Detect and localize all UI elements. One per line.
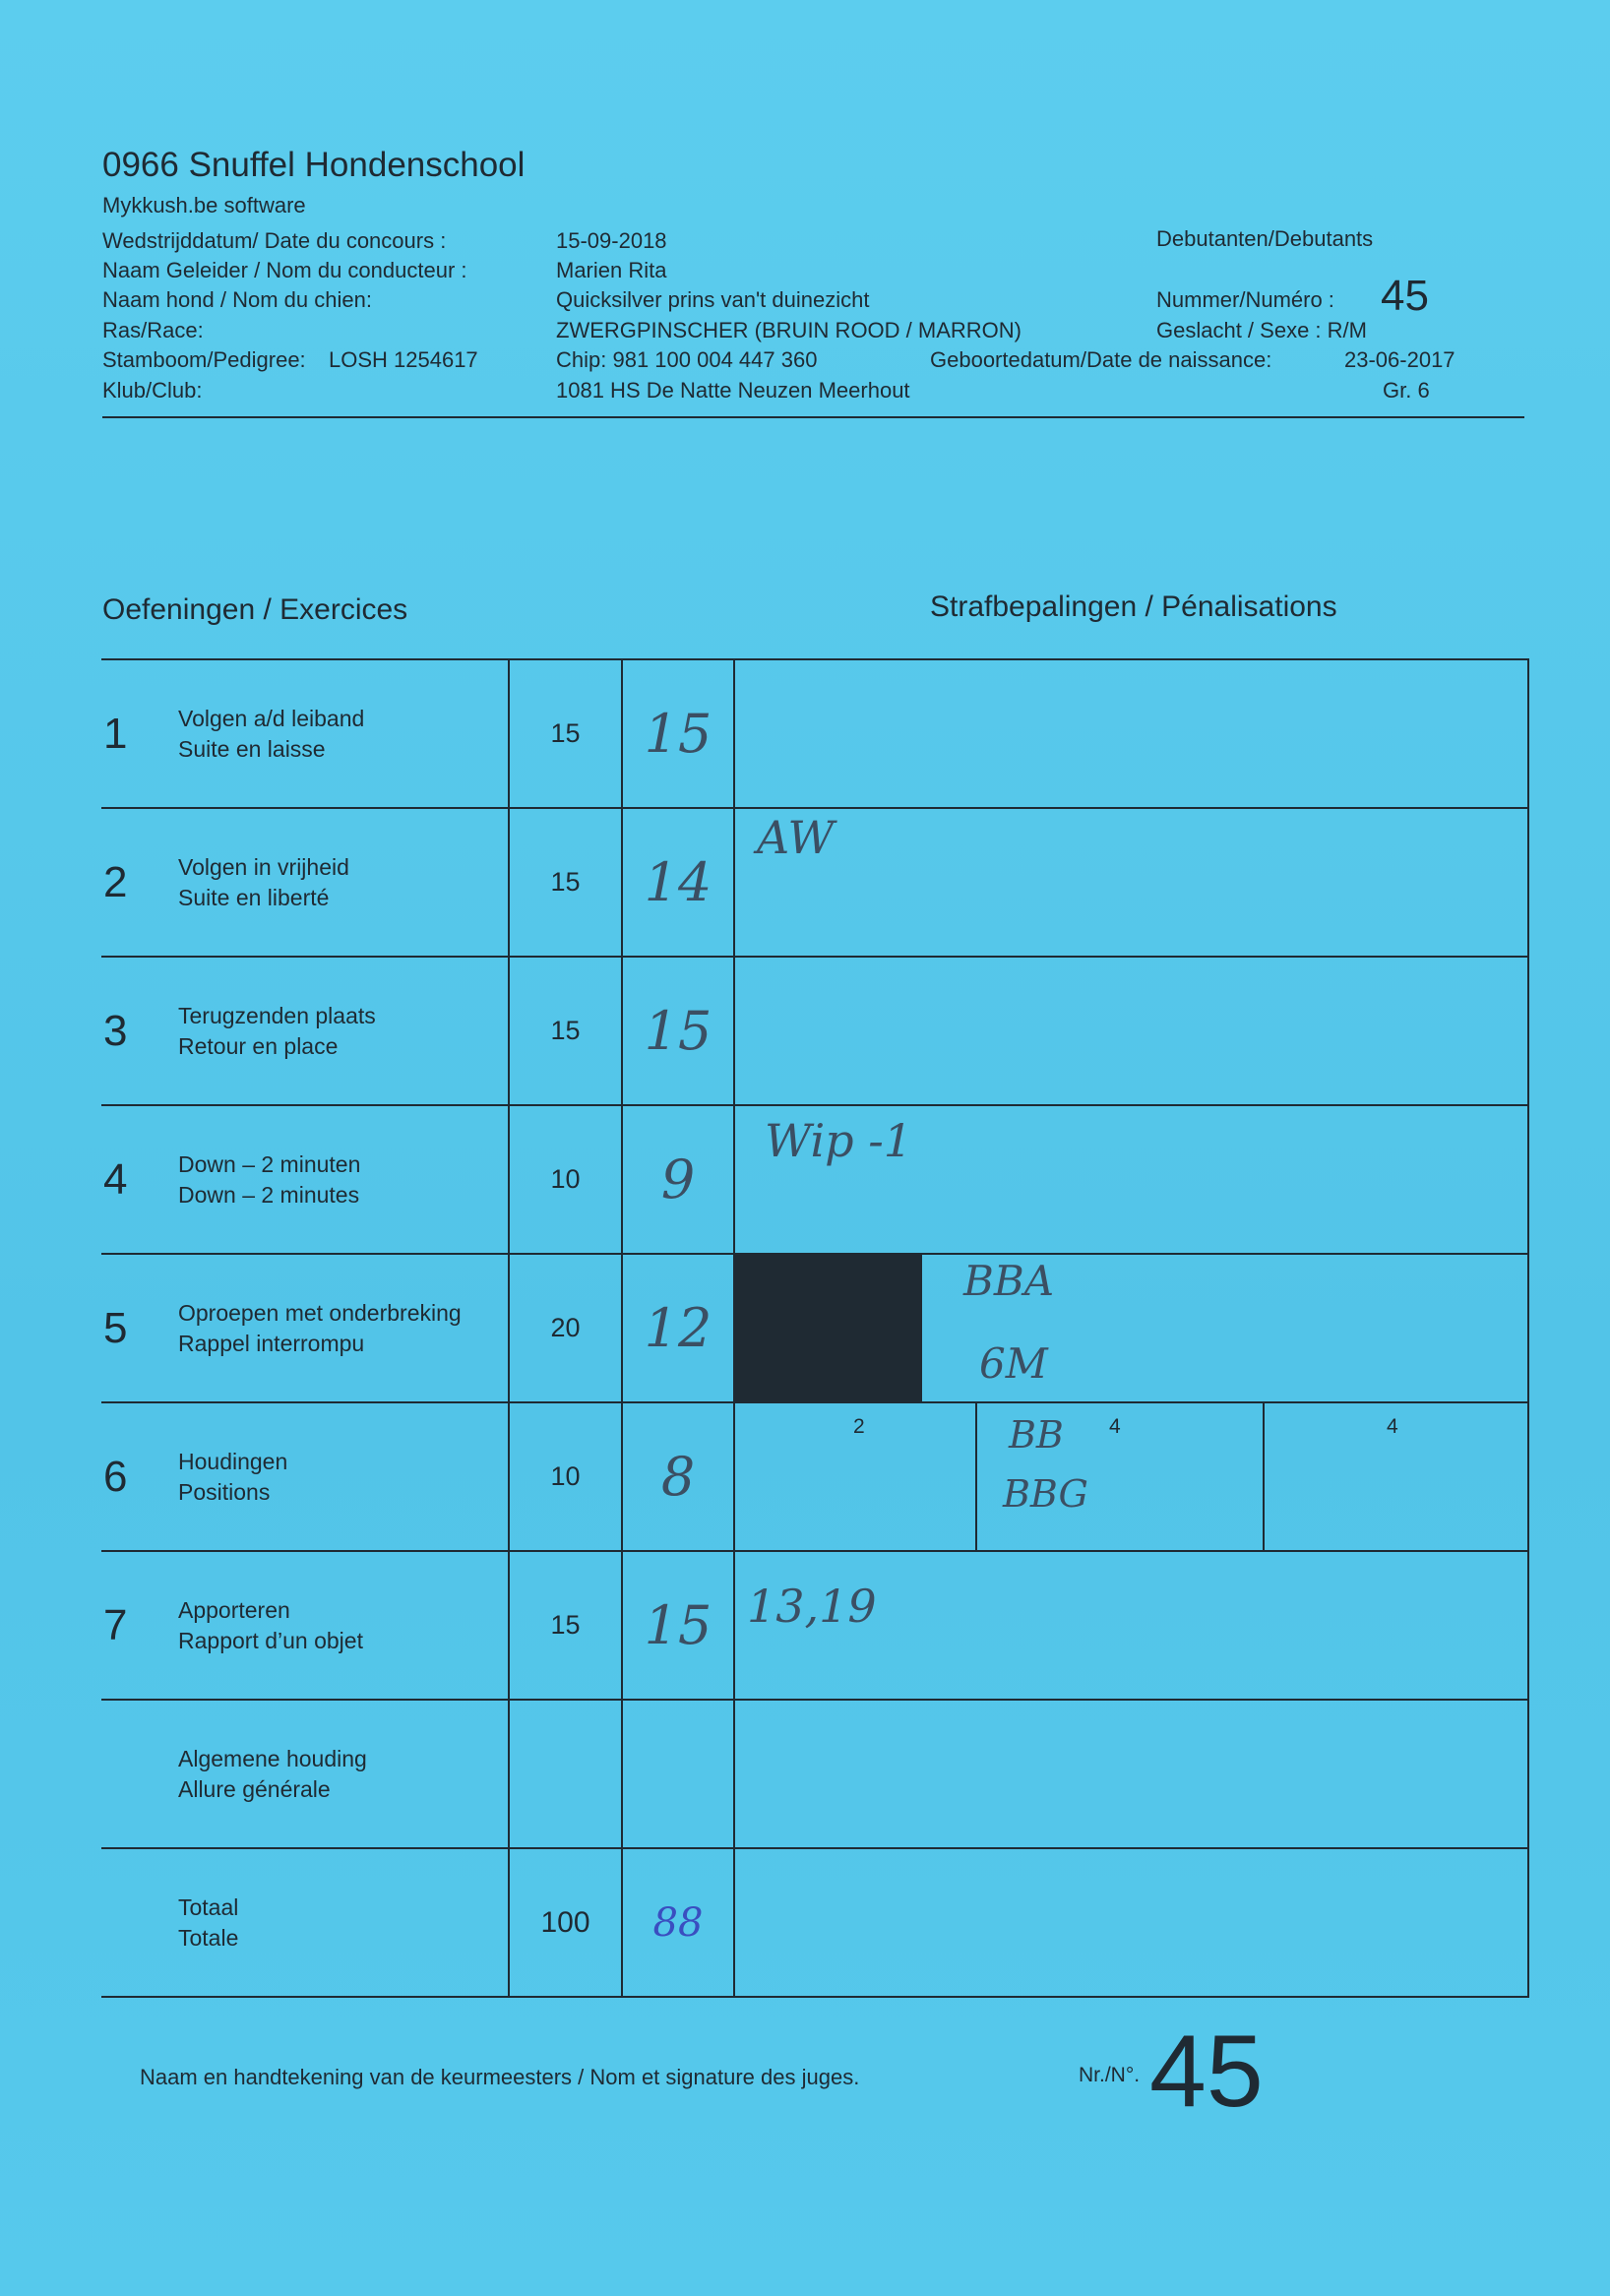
- total-label-nl: Totaal: [178, 1893, 239, 1920]
- club-value: 1081 HS De Natte Neuzen Meerhout: [556, 378, 910, 403]
- score-value: [622, 1700, 734, 1848]
- penalties-heading: Strafbepalingen / Pénalisations: [930, 590, 1337, 623]
- position-col-1: 2: [853, 1415, 865, 1438]
- max-points: 15: [509, 808, 622, 957]
- handler-value: Marien Rita: [556, 258, 667, 282]
- exercise-number: 7: [103, 1600, 128, 1649]
- label-handler: Naam Geleider / Nom du conducteur :: [102, 258, 467, 282]
- exercise-name-fr: Suite en laisse: [178, 735, 326, 762]
- exercise-name-nl: Oproepen met onderbreking: [178, 1299, 462, 1326]
- exercise-number: 6: [103, 1452, 128, 1501]
- max-points: 15: [509, 659, 622, 808]
- score-value: 14: [622, 808, 734, 957]
- score-value: 15: [622, 1551, 734, 1700]
- birthdate-label: Geboortedatum/Date de naissance:: [930, 347, 1272, 372]
- date-value: 15-09-2018: [556, 228, 667, 253]
- exercise-name-fr: Allure générale: [178, 1775, 331, 1802]
- club-title: 0966 Snuffel Hondenschool: [102, 146, 526, 184]
- penalty-note-2: BBG: [1003, 1472, 1088, 1516]
- max-points: 10: [509, 1402, 622, 1551]
- label-club: Klub/Club:: [102, 378, 203, 403]
- exercise-name-nl: Volgen in vrijheid: [178, 853, 349, 880]
- table-row: [101, 808, 1528, 957]
- max-points: 15: [509, 1551, 622, 1700]
- total-score: 88: [622, 1848, 734, 1997]
- exercise-number: 5: [103, 1303, 128, 1352]
- table-row-total: [101, 1848, 1528, 1997]
- exercise-name-nl: Terugzenden plaats: [178, 1002, 376, 1028]
- score-value: 9: [622, 1105, 734, 1254]
- max-points: 10: [509, 1105, 622, 1254]
- exercise-name-nl: Algemene houding: [178, 1745, 367, 1771]
- judges-signature-label: Naam en handtekening van de keurmeesters / Nom et signature des juges.: [140, 2065, 860, 2089]
- penalty-cell: [734, 1402, 1528, 1551]
- penalty-note-2: 6M: [979, 1339, 1048, 1388]
- recall-positions: [735, 1255, 924, 1401]
- penalty-note: BB: [1009, 1413, 1064, 1457]
- exercise-name-fr: Suite en liberté: [178, 884, 330, 910]
- exercise-name-fr: Down – 2 minutes: [178, 1181, 360, 1208]
- table-row: [101, 1700, 1528, 1848]
- exercise-name-nl: Apporteren: [178, 1596, 290, 1623]
- total-max-points: 100: [509, 1848, 622, 1997]
- footer-nr-label: Nr./N°.: [1079, 2064, 1141, 2086]
- birthdate-value: 23-06-2017: [1344, 347, 1455, 372]
- penalty-note: Wip -1: [765, 1114, 913, 1167]
- label-dog-name: Naam hond / Nom du chien:: [102, 287, 372, 312]
- score-value: 12: [622, 1254, 734, 1402]
- exercise-number: 4: [103, 1154, 128, 1204]
- table-row: [101, 1551, 1528, 1700]
- penalty-cell: [734, 1551, 1528, 1700]
- penalty-cell: [734, 1848, 1528, 1997]
- exercise-number: 1: [103, 709, 128, 758]
- label-date: Wedstrijddatum/ Date du concours :: [102, 228, 447, 253]
- penalty-cell: [734, 1105, 1528, 1254]
- footer-number: 45: [1149, 2015, 1264, 2129]
- exercise-name-fr: Rapport d’un objet: [178, 1627, 363, 1653]
- number-value: 45: [1381, 272, 1429, 320]
- table-row: [101, 1105, 1528, 1254]
- score-value: 8: [622, 1402, 734, 1551]
- exercise-name-nl: Houdingen: [178, 1448, 288, 1474]
- breed-value: ZWERGPINSCHER (BRUIN ROOD / MARRON): [556, 318, 1022, 342]
- label-pedigree: Stamboom/Pedigree:: [102, 347, 306, 372]
- table-row: [101, 1402, 1528, 1551]
- max-points: [509, 1700, 622, 1848]
- penalty-cell: [734, 1700, 1528, 1848]
- penalty-cell: [734, 957, 1528, 1105]
- exercise-table: [101, 658, 1529, 1998]
- penalty-cell: [734, 808, 1528, 957]
- dog-name-value: Quicksilver prins van't duinezicht: [556, 287, 870, 312]
- table-row: [101, 957, 1528, 1105]
- position-col-2: 4: [1109, 1415, 1121, 1438]
- penalty-note: 13,19: [747, 1580, 877, 1633]
- exercise-name-nl: Down – 2 minuten: [178, 1150, 361, 1177]
- exercise-name-fr: Positions: [178, 1478, 271, 1505]
- total-label-fr: Totale: [178, 1924, 239, 1951]
- table-row: [101, 1254, 1528, 1402]
- number-label: Nummer/Numéro :: [1156, 287, 1334, 312]
- max-points: 15: [509, 957, 622, 1105]
- software-credit: Mykkush.be software: [102, 193, 306, 217]
- exercise-name-fr: Retour en place: [178, 1032, 339, 1059]
- penalty-cell: [734, 1254, 1528, 1402]
- position-col-3: 4: [1387, 1415, 1398, 1438]
- exercise-number: 3: [103, 1006, 128, 1055]
- exercise-number: 2: [103, 857, 128, 906]
- category: Debutanten/Debutants: [1156, 226, 1374, 251]
- group: Gr. 6: [1383, 378, 1430, 403]
- score-value: 15: [622, 957, 734, 1105]
- max-points: 20: [509, 1254, 622, 1402]
- penalty-cell: [734, 659, 1528, 808]
- score-value: 15: [622, 659, 734, 808]
- chip-value: Chip: 981 100 004 447 360: [556, 347, 818, 372]
- pedigree-value: LOSH 1254617: [329, 347, 478, 372]
- exercise-name-fr: Rappel interrompu: [178, 1330, 365, 1356]
- penalty-note: AW: [757, 811, 835, 864]
- exercises-heading: Oefeningen / Exercices: [102, 593, 408, 626]
- penalty-note: BBA: [963, 1257, 1055, 1305]
- header-divider: [102, 416, 1524, 418]
- sex: Geslacht / Sexe : R/M: [1156, 318, 1367, 342]
- label-breed: Ras/Race:: [102, 318, 204, 342]
- exercise-name-nl: Volgen a/d leiband: [178, 705, 365, 731]
- table-row: [101, 659, 1528, 808]
